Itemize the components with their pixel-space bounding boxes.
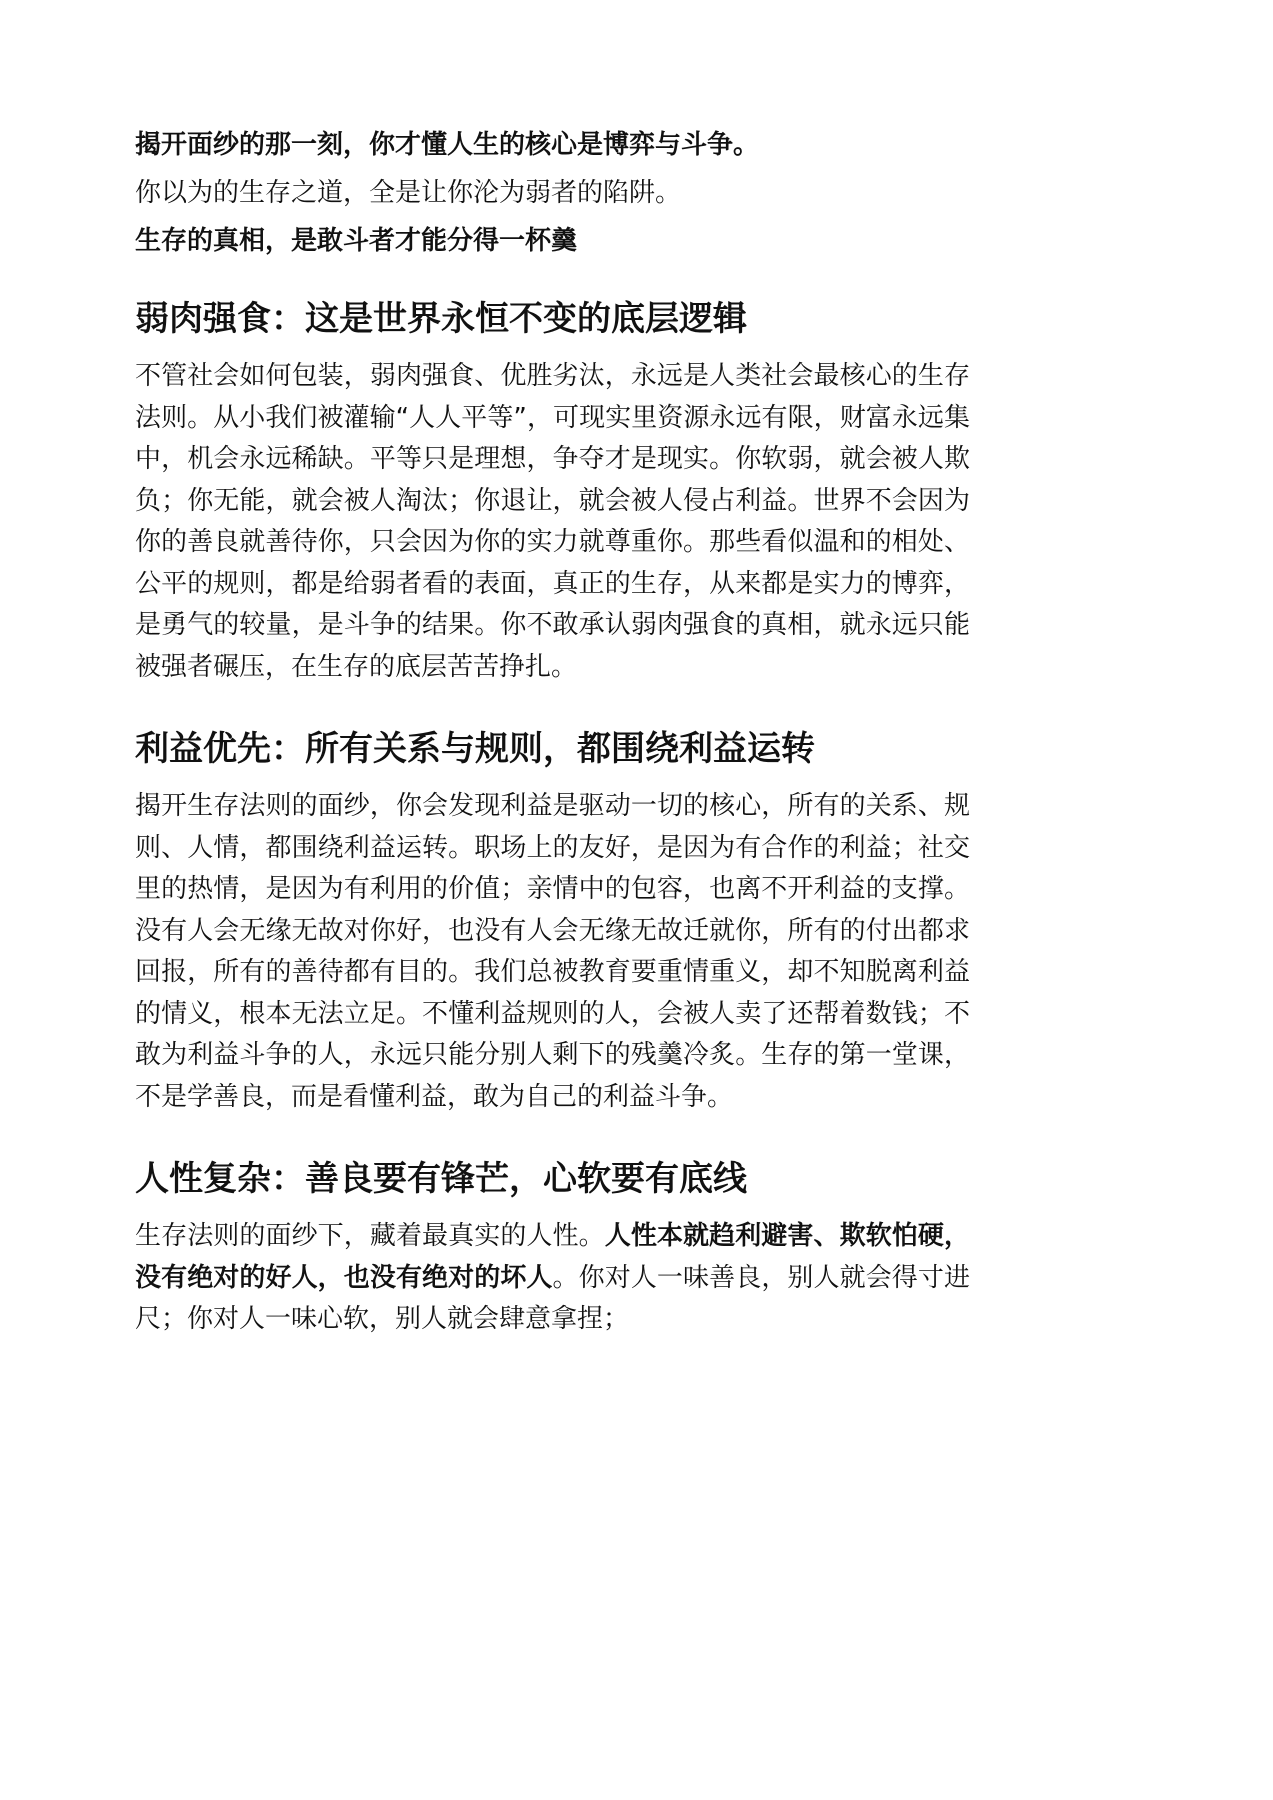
intro-tagline: 生存的真相，是敢斗者才能分得一杯羹 [135,226,578,256]
section-title-human-nature: 人性复杂：善良要有锋芒，心软要有底线 [135,1159,747,1199]
section-title-jungle-law: 弱肉强食：这是世界永恒不变的底层逻辑 [135,299,747,339]
section-body-jungle-law: 不管社会如何包装，弱肉强食、优胜劣汰，永远是人类社会最核心的生存法则。从小我们被灌输“人人平等”，可现实里资源永远有限，财富永远集中，机会永远稀缺。平等只是理想，争夺才是现实。你软弱，就会被人欺负；你无能，就会被人淘汰；你退让，就会被人侵占利益。世界不会因为你的善良就善待你，只会因为你的实力就尊重你。那些看似温和的相处、公平的规则，都是给弱者看的表面，真正的生存，从来都是实力的博弈，是勇气的较量，是斗争的结果。你不敢承认弱肉强食的真相，就永远只能被强者碾压，在生存的底层苦苦挣扎。 [135,361,970,682]
section-body-interest-first: 揭开生存法则的面纱，你会发现利益是驱动一切的核心，所有的关系、规则、人情，都围绕利益运转。职场上的友好，是因为有合作的利益；社交里的热情，是因为有利用的价值；亲情中的包容，也离不开利益的支撑。没有人会无缘无故对你好，也没有人会无缘无故迁就你，所有的付出都求回报，所有的善待都有目的。我们总被教育要重情重义，却不知脱离利益的情义，根本无法立足。不懂利益规则的人，会被人卖了还帮着数钱；不敢为利益斗争的人，永远只能分别人剩下的残羹冷炙。生存的第一堂课，不是学善良，而是看懂利益，敢为自己的利益斗争。 [135,791,970,1112]
intro-headline: 揭开面纱的那一刻，你才懂人生的核心是博弈与斗争。 [135,130,760,160]
document-page [135,126,970,1341]
section-body-human-nature [135,1216,970,1341]
human-nature-body-emphasis: 人性本就趋利避害、欺软怕硬，没有绝对的好人，也没有绝对的坏人 [135,1221,970,1293]
intro-subline: 你以为的生存之道，全是让你沦为弱者的陷阱。 [135,178,682,208]
section-title-interest-first: 利益优先：所有关系与规则，都围绕利益运转 [135,729,815,769]
human-nature-body-tail: 。你对人一味善良，别人就会得寸进尺；你对人一味心软，别人就会肆意拿捏； [135,1262,970,1334]
human-nature-body-lead: 生存法则的面纱下，藏着最真实的人性。 [135,1221,605,1251]
